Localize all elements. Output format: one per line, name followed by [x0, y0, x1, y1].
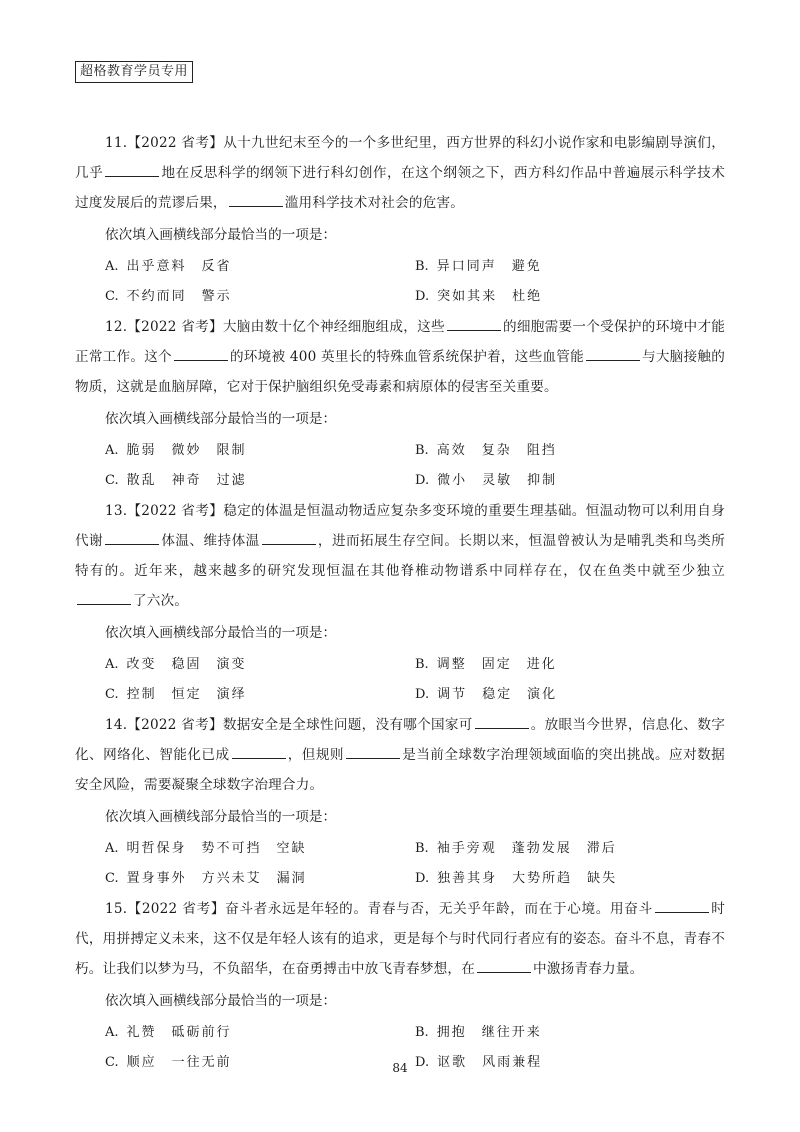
- question-prompt: 依次填入画横线部分最恰当的一项是：: [105, 625, 337, 641]
- option-text: 散乱 神奇 过滤: [126, 473, 247, 488]
- fill-blank: [105, 163, 159, 177]
- question-block: [75, 496, 725, 710]
- fill-blank: [477, 959, 531, 973]
- question-prompt: 依次填入画横线部分最恰当的一项是：: [105, 227, 337, 243]
- option-list: [105, 252, 725, 312]
- header-label: 超格教育学员专用: [75, 61, 193, 83]
- option-list: [105, 436, 725, 496]
- option-text: 讴歌 风雨兼程: [437, 1055, 543, 1070]
- question-prompt: 依次填入画横线部分最恰当的一项是：: [105, 993, 337, 1009]
- answer-option: [105, 252, 415, 282]
- option-letter: B.: [415, 657, 429, 672]
- fill-blank: [655, 899, 709, 913]
- question-text: 地在反思科学的纲领下进行科幻创作，在这个纲领之下，西方科幻作品中普遍展示科学技术过度发展后的荒谬后果，: [75, 165, 726, 211]
- option-letter: D.: [415, 1055, 430, 1070]
- question-number: 11.: [105, 135, 128, 151]
- option-letter: D.: [415, 871, 430, 886]
- question-text: 奋斗者永远是年轻的。青春与否，无关乎年龄，而在于心境。用奋斗: [225, 901, 653, 917]
- option-text: 高效 复杂 阻挡: [436, 443, 557, 458]
- answer-option: [415, 834, 725, 864]
- question-prompt: 依次填入画横线部分最恰当的一项是：: [105, 809, 337, 825]
- option-text: 调节 稳定 演化: [437, 687, 558, 702]
- question-block: [75, 312, 725, 496]
- question-text: 。放眼当今世界，信息化、数字化、网络化、智能化已成: [75, 717, 725, 763]
- option-letter: C.: [105, 687, 119, 702]
- option-text: 微小 灵敏 抑制: [437, 473, 558, 488]
- option-letter: A.: [105, 259, 119, 274]
- page-number: 84: [392, 1061, 408, 1075]
- option-letter: C.: [105, 473, 119, 488]
- fill-blank: [262, 531, 316, 545]
- question-block: [75, 128, 725, 312]
- answer-option: [415, 282, 725, 312]
- answer-option: [105, 1018, 415, 1048]
- option-letter: C.: [105, 289, 119, 304]
- option-letter: B.: [415, 259, 429, 274]
- question-text: 体温、维持体温: [161, 533, 260, 549]
- option-text: 顺应 一往无前: [126, 1055, 232, 1070]
- option-letter: B.: [415, 841, 429, 856]
- question-stem: [75, 496, 725, 616]
- answer-option: [105, 282, 415, 312]
- option-letter: A.: [105, 443, 119, 458]
- option-text: 拥抱 继往开来: [436, 1025, 542, 1040]
- answer-option: [415, 680, 725, 710]
- answer-option: [105, 680, 415, 710]
- option-text: 出乎意料 反省: [126, 259, 232, 274]
- option-text: 独善其身 大势所趋 缺失: [437, 871, 618, 886]
- question-text: ，进而拓展生存空间。长期以来，恒温曾被认为是哺乳类和鸟类所特有的。近年来，越来越多的研究发现恒温在其他脊椎动物谱系中同样存在，仅在鱼类中就至少独立: [75, 533, 725, 579]
- question-text: 了六次。: [133, 593, 189, 609]
- option-text: 脆弱 微妙 限制: [126, 443, 247, 458]
- option-letter: D.: [415, 687, 430, 702]
- question-source-tag: 【2022 省考】: [127, 319, 223, 335]
- answer-option: [105, 834, 415, 864]
- option-text: 突如其来 杜绝: [437, 289, 543, 304]
- fill-blank: [105, 531, 159, 545]
- answer-option: [415, 650, 725, 680]
- option-text: 改变 稳固 演变: [126, 657, 247, 672]
- fill-blank: [586, 347, 640, 361]
- question-list: [75, 128, 725, 1078]
- question-block: [75, 710, 725, 894]
- answer-option: [415, 1018, 725, 1048]
- question-number: 14.: [105, 717, 128, 733]
- answer-option: [415, 436, 725, 466]
- question-prompt: 依次填入画横线部分最恰当的一项是：: [105, 411, 337, 427]
- question-source-tag: 【2022 省考】: [127, 717, 223, 733]
- question-text: 是当前全球数字治理领域面临的突出挑战。应对数据安全风险，需要凝聚全球数字治理合力。: [75, 747, 725, 793]
- option-text: 礼赞 砥砺前行: [126, 1025, 232, 1040]
- option-list: [105, 834, 725, 894]
- question-text: 时代，用拼搏定义未来，这不仅是年轻人该有的追求，更是每个与时代同行者应有的姿态。奋斗不息，青春不朽。让我们以梦为马，不负韶华，在奋勇搏击中放飞青春梦想，在: [75, 901, 726, 977]
- option-text: 明哲保身 势不可挡 空缺: [126, 841, 307, 856]
- question-text: 滥用科学技术对社会的危害。: [284, 195, 465, 211]
- option-letter: A.: [105, 657, 119, 672]
- question-number: 12.: [105, 319, 128, 335]
- option-text: 控制 恒定 演绎: [126, 687, 247, 702]
- fill-blank: [232, 745, 286, 759]
- option-text: 调整 固定 进化: [436, 657, 557, 672]
- option-letter: A.: [105, 1025, 119, 1040]
- option-letter: B.: [415, 1025, 429, 1040]
- answer-option: [105, 864, 415, 894]
- fill-blank: [229, 193, 283, 207]
- answer-option: [415, 864, 725, 894]
- option-letter: B.: [415, 443, 429, 458]
- answer-option: [415, 252, 725, 282]
- question-text: 的细胞需要一个受保护的环境中才能正常工作。这个: [75, 319, 726, 365]
- question-source-tag: 【2022 省考】: [127, 503, 224, 519]
- answer-option: [415, 466, 725, 496]
- option-list: [105, 650, 725, 710]
- answer-option: [105, 650, 415, 680]
- option-letter: D.: [415, 473, 430, 488]
- fill-blank: [475, 715, 529, 729]
- question-source-tag: 【2022 省考】: [127, 901, 226, 917]
- question-text: 大脑由数十亿个神经细胞组成，这些: [222, 319, 445, 335]
- question-number: 15.: [105, 901, 128, 917]
- option-letter: C.: [105, 871, 119, 886]
- option-letter: A.: [105, 841, 119, 856]
- question-stem: [75, 710, 725, 800]
- question-stem: [75, 128, 725, 218]
- option-text: 异口同声 避免: [436, 259, 542, 274]
- question-source-tag: 【2022 省考】: [127, 135, 224, 151]
- question-text: 从十九世纪末至今的一个多世纪里，西方世界的科幻小说作家和电影编剧导演们，几乎: [75, 135, 726, 181]
- fill-blank: [174, 347, 228, 361]
- fill-blank: [346, 745, 400, 759]
- option-text: 袖手旁观 蓬勃发展 滞后: [436, 841, 617, 856]
- question-block: [75, 894, 725, 1078]
- fill-blank: [77, 591, 131, 605]
- option-text: 置身事外 方兴未艾 漏洞: [126, 871, 307, 886]
- option-letter: D.: [415, 289, 430, 304]
- question-stem: [75, 894, 725, 984]
- question-text: 稳定的体温是恒温动物适应复杂多变环境的重要生理基础。恒温动物可以利用自身代谢: [75, 503, 726, 549]
- question-stem: [75, 312, 725, 402]
- fill-blank: [447, 317, 501, 331]
- option-letter: C.: [105, 1055, 119, 1070]
- question-text: 与大脑接触的物质，这就是血脑屏障，它对于保护脑组织免受毒素和病原体的侵害至关重要。: [75, 349, 725, 395]
- question-number: 13.: [105, 503, 128, 519]
- question-text: 中激扬青春力量。: [533, 961, 644, 977]
- question-text: ，但规则: [287, 747, 344, 763]
- answer-option: [105, 436, 415, 466]
- question-text: 数据安全是全球性问题，没有哪个国家可: [222, 717, 473, 733]
- question-text: 的环境被 400 英里长的特殊血管系统保护着，这些血管能: [229, 349, 584, 365]
- option-text: 不约而同 警示: [126, 289, 232, 304]
- answer-option: [105, 466, 415, 496]
